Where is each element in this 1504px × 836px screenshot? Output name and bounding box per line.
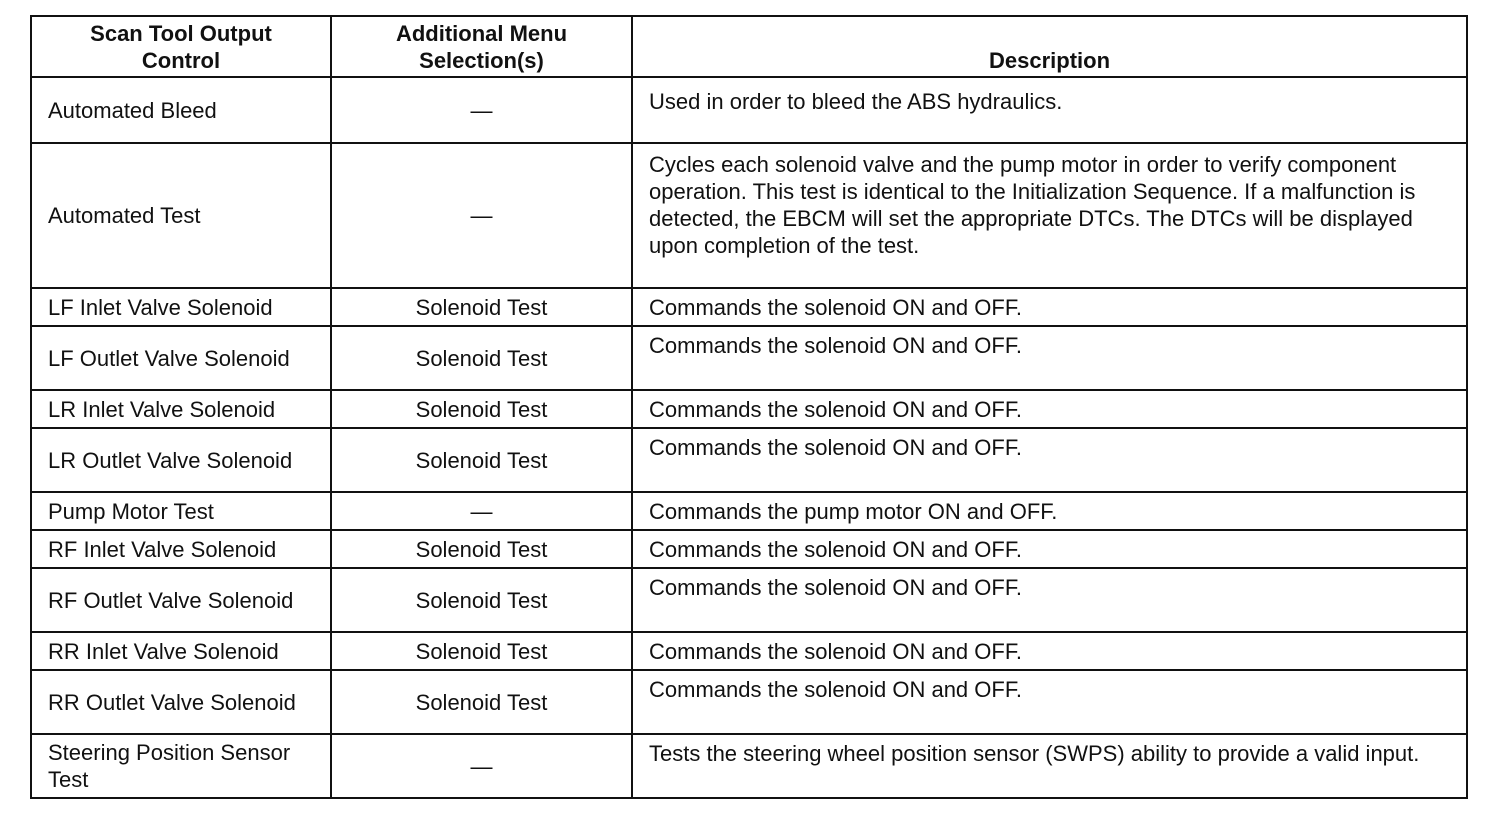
- table-row: [31, 143, 1467, 288]
- cell-control: Pump Motor Test: [31, 492, 331, 530]
- cell-description: Commands the solenoid ON and OFF.: [632, 288, 1467, 326]
- table-row: [31, 492, 1467, 530]
- cell-control: Steering Position Sensor Test: [31, 734, 331, 798]
- cell-menu: Solenoid Test: [331, 288, 632, 326]
- cell-menu: —: [331, 492, 632, 530]
- cell-menu: —: [331, 143, 632, 288]
- header-row: [31, 16, 1467, 77]
- cell-menu: Solenoid Test: [331, 568, 632, 632]
- table-row: [31, 670, 1467, 734]
- cell-control: RF Outlet Valve Solenoid: [31, 568, 331, 632]
- table-row: [31, 288, 1467, 326]
- cell-control: LF Inlet Valve Solenoid: [31, 288, 331, 326]
- cell-control: Automated Test: [31, 143, 331, 288]
- cell-description: Commands the pump motor ON and OFF.: [632, 492, 1467, 530]
- table-row: [31, 77, 1467, 143]
- cell-description: Commands the solenoid ON and OFF.: [632, 326, 1467, 390]
- cell-menu: Solenoid Test: [331, 428, 632, 492]
- cell-control: RR Inlet Valve Solenoid: [31, 632, 331, 670]
- cell-menu: —: [331, 77, 632, 143]
- cell-control: Automated Bleed: [31, 77, 331, 143]
- table-row: [31, 326, 1467, 390]
- cell-control: LR Outlet Valve Solenoid: [31, 428, 331, 492]
- cell-menu: Solenoid Test: [331, 390, 632, 428]
- column-header-control: Scan Tool Output Control: [31, 16, 331, 77]
- cell-description: Cycles each solenoid valve and the pump motor in order to verify component operation. This test is identical to the Initialization Sequence. If a malfunction is detected, the EBCM will set the appropriate DTCs. The DTCs will be displayed upon completion of the test.: [632, 143, 1467, 288]
- cell-description: Commands the solenoid ON and OFF.: [632, 530, 1467, 568]
- cell-menu: —: [331, 734, 632, 798]
- cell-control: LR Inlet Valve Solenoid: [31, 390, 331, 428]
- table-row: [31, 568, 1467, 632]
- column-header-description: Description: [632, 16, 1467, 77]
- table-row: [31, 530, 1467, 568]
- scan-tool-output-controls-table: [30, 15, 1468, 799]
- cell-description: Used in order to bleed the ABS hydraulics.: [632, 77, 1467, 143]
- cell-control: RR Outlet Valve Solenoid: [31, 670, 331, 734]
- cell-menu: Solenoid Test: [331, 632, 632, 670]
- cell-description: Commands the solenoid ON and OFF.: [632, 632, 1467, 670]
- table-row: [31, 632, 1467, 670]
- cell-description: Commands the solenoid ON and OFF.: [632, 428, 1467, 492]
- cell-menu: Solenoid Test: [331, 670, 632, 734]
- cell-menu: Solenoid Test: [331, 326, 632, 390]
- cell-menu: Solenoid Test: [331, 530, 632, 568]
- table-row: [31, 390, 1467, 428]
- cell-description: Commands the solenoid ON and OFF.: [632, 390, 1467, 428]
- table-row: [31, 428, 1467, 492]
- cell-description: Tests the steering wheel position sensor (SWPS) ability to provide a valid input.: [632, 734, 1467, 798]
- cell-description: Commands the solenoid ON and OFF.: [632, 568, 1467, 632]
- cell-description: Commands the solenoid ON and OFF.: [632, 670, 1467, 734]
- table-row: [31, 734, 1467, 798]
- cell-control: RF Inlet Valve Solenoid: [31, 530, 331, 568]
- column-header-menu: Additional Menu Selection(s): [331, 16, 632, 77]
- cell-control: LF Outlet Valve Solenoid: [31, 326, 331, 390]
